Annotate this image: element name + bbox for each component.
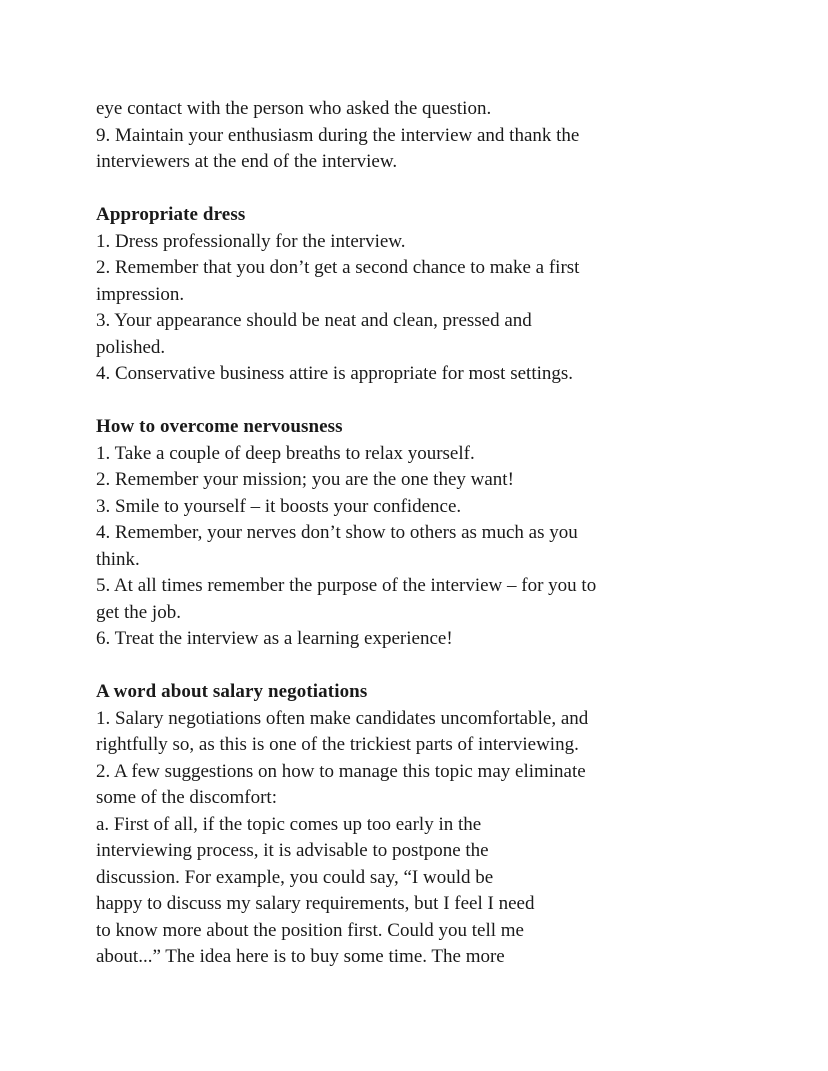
section-salary-negotiations xyxy=(96,679,616,971)
body-line: 2. Remember your mission; you are the one they want! xyxy=(96,469,514,490)
body-line: 6. Treat the interview as a learning experience! xyxy=(96,628,453,649)
body-line: 2. Remember that you don’t get a second chance to make a first xyxy=(96,257,580,278)
document-body xyxy=(96,96,616,971)
body-line: about...” The idea here is to buy some time. The more xyxy=(96,946,505,967)
body-line: rightfully so, as this is one of the trickiest parts of interviewing. xyxy=(96,734,579,755)
body-line: 1. Take a couple of deep breaths to relax yourself. xyxy=(96,442,475,464)
body-line: 4. Remember, your nerves don’t show to others as much as you xyxy=(96,522,578,543)
body-line: to know more about the position first. Could you tell me xyxy=(96,919,524,941)
section-heading: How to overcome nervousness xyxy=(96,416,343,437)
body-line: 3. Your appearance should be neat and clean, pressed and xyxy=(96,310,532,331)
body-line: 1. Salary negotiations often make candidates uncomfortable, and xyxy=(96,707,589,729)
section-spacer xyxy=(96,653,616,680)
body-line: think. xyxy=(96,548,140,570)
body-line: 3. Smile to yourself – it boosts your confidence. xyxy=(96,495,462,517)
continuation-paragraph xyxy=(96,96,616,176)
body-line: eye contact with the person who asked the question. xyxy=(96,98,492,119)
body-line: 2. A few suggestions on how to manage this topic may eliminate xyxy=(96,760,586,782)
body-line: 1. Dress professionally for the interview. xyxy=(96,230,406,252)
body-line: 5. At all times remember the purpose of the interview – for you to xyxy=(96,575,597,596)
section-appropriate-dress xyxy=(96,202,616,388)
body-line: get the job. xyxy=(96,601,181,623)
body-line: some of the discomfort: xyxy=(96,787,277,808)
section-spacer xyxy=(96,388,616,415)
body-line: impression. xyxy=(96,283,185,305)
body-line: discussion. For example, you could say, “I would be xyxy=(96,866,494,888)
body-line: interviewing process, it is advisable to postpone the xyxy=(96,840,489,861)
body-line: happy to discuss my salary requirements, but I feel I need xyxy=(96,893,535,914)
body-line: 9. Maintain your enthusiasm during the interview and thank the xyxy=(96,124,580,146)
body-line: interviewers at the end of the interview. xyxy=(96,151,398,172)
section-overcome-nervousness xyxy=(96,414,616,653)
section-heading: A word about salary negotiations xyxy=(96,681,368,702)
section-heading: Appropriate dress xyxy=(96,204,246,225)
body-line: a. First of all, if the topic comes up too early in the xyxy=(96,813,482,835)
body-line: 4. Conservative business attire is appropriate for most settings. xyxy=(96,363,574,384)
body-line: polished. xyxy=(96,336,166,358)
section-spacer xyxy=(96,176,616,203)
